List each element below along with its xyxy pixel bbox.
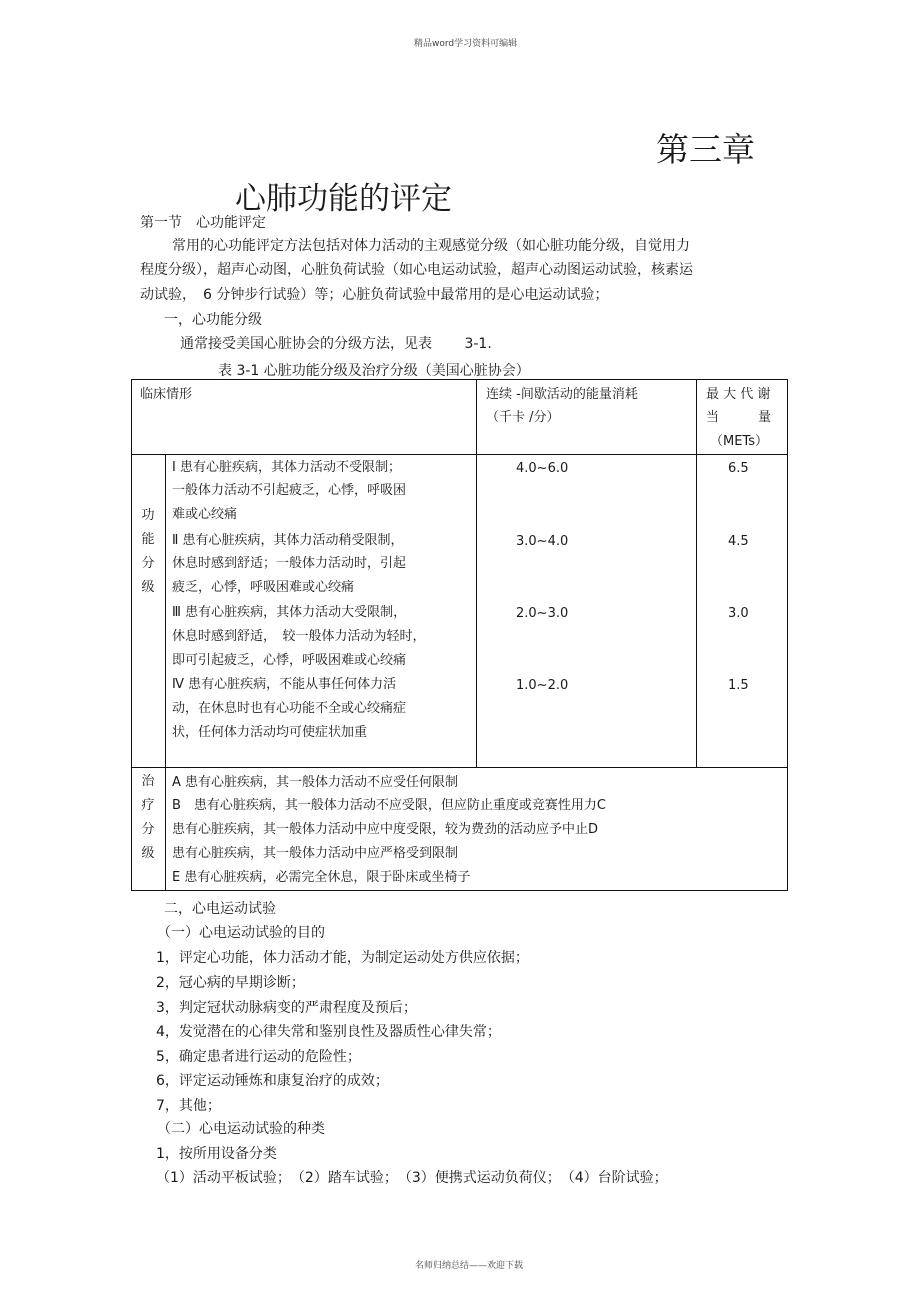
class-2-mets: 4.5	[728, 534, 749, 549]
intro-line-2: 程度分级），超声心动图，心脏负荷试验（如心电运动试验，超声心动图运动试验，核素运	[140, 262, 693, 278]
class-1-energy: 4.0~6.0	[516, 461, 569, 476]
class-1-line-1: Ⅰ 患有心脏疾病，其体力活动不受限制；	[172, 460, 401, 475]
treat-label-char: 疗	[141, 798, 155, 813]
class-3-line-1: Ⅲ 患有心脏疾病，其体力活动大受限制，	[172, 605, 407, 620]
treat-label-char: 分	[141, 822, 155, 837]
treatment-line-e: E 患有心脏疾病，必需完全休息，限于卧床或坐椅子	[172, 870, 471, 885]
types-subheading: 1，按所用设备分类	[156, 1146, 277, 1162]
page-header: 精品word学习资料可编辑	[414, 39, 518, 49]
class-2-energy: 3.0~4.0	[516, 534, 569, 549]
class-2-line-1: Ⅱ 患有心脏疾病，其体力活动稍受限制，	[172, 533, 404, 548]
col-header-energy-2: （千卡 /分）	[486, 410, 560, 425]
treatment-line-a: A 患有心脏疾病，其一般体力活动不应受任何限制	[172, 775, 459, 790]
purpose-item-5: 5，确定患者进行运动的危险性；	[156, 1049, 361, 1065]
class-4-line-3: 状，任何体力活动均可使症状加重	[172, 725, 368, 740]
col-header-energy-1: 连续 -间歇活动的能量消耗	[486, 387, 638, 402]
subsection-heading-1: 一，心功能分级	[164, 312, 262, 328]
treatment-line-d: 患有心脏疾病，其一般体力活动中应严格受到限制	[172, 846, 459, 861]
func-label-char: 能	[141, 532, 155, 547]
table-rule	[476, 380, 477, 767]
treatment-line-c: 患有心脏疾病，其一般体力活动中应中度受限，较为费劲的活动应予中止D	[172, 822, 599, 837]
treatment-line-b: B 患有心脏疾病，其一般体力活动不应受限，但应防止重度或竞赛性用力C	[172, 798, 606, 813]
class-1-mets: 6.5	[728, 461, 749, 476]
cardiac-function-table	[131, 379, 788, 891]
col-header-mets-1: 最 大 代 谢	[706, 387, 771, 402]
class-1-line-2: 一般体力活动不引起疲乏，心悸，呼吸困	[172, 483, 407, 498]
table-rule	[696, 380, 697, 767]
page-footer: 名师归纳总结——欢迎下载	[415, 1261, 524, 1271]
chapter-heading: 第三章	[656, 130, 755, 169]
col-header-clinical: 临床情形	[140, 387, 193, 402]
func-label-char: 功	[141, 508, 155, 523]
types-items: （1）活动平板试验； （2）踏车试验； （3）便携式运动负荷仪； （4）台阶试验；	[156, 1170, 668, 1186]
class-4-mets: 1.5	[728, 678, 749, 693]
purpose-heading: （一）心电运动试验的目的	[157, 925, 325, 941]
purpose-item-4: 4，发觉潜在的心律失常和鉴别良性及器质性心律失常；	[156, 1024, 501, 1040]
class-3-mets: 3.0	[728, 606, 749, 621]
purpose-item-1: 1，评定心功能，体力活动才能，为制定运动处方供应依据；	[156, 950, 529, 966]
col-header-mets-3: （METs）	[710, 434, 768, 449]
treat-label-char: 治	[141, 774, 155, 789]
purpose-item-7: 7，其他；	[156, 1098, 221, 1114]
subsection-1-text: 通常接受美国心脏协会的分级方法，见表 3-1.	[180, 336, 492, 352]
class-3-line-2: 休息时感到舒适， 较一般体力活动为轻时，	[172, 629, 426, 644]
class-3-line-3: 即可引起疲乏，心悸，呼吸困难或心绞痛	[172, 653, 407, 668]
treat-label-char: 级	[141, 846, 155, 861]
section-heading: 第一节 心功能评定	[140, 215, 266, 231]
purpose-item-6: 6，评定运动锤炼和康复治疗的成效；	[156, 1073, 389, 1089]
class-4-line-1: Ⅳ 患有心脏疾病，不能从事任何体力活	[172, 677, 397, 692]
class-1-line-3: 难或心绞痛	[172, 507, 238, 522]
table-rule	[132, 454, 787, 455]
class-4-energy: 1.0~2.0	[516, 678, 569, 693]
class-3-energy: 2.0~3.0	[516, 606, 569, 621]
table-rule	[132, 767, 787, 768]
table-caption: 表 3-1 心脏功能分级及治疗分级（美国心脏协会）	[218, 363, 530, 379]
page-title: 心肺功能的评定	[235, 181, 452, 217]
intro-line-1: 常用的心功能评定方法包括对体力活动的主观感觉分级（如心脏功能分级，自觉用力	[172, 238, 690, 254]
class-4-line-2: 动，在休息时也有心功能不全或心绞痛症	[172, 701, 407, 716]
purpose-item-2: 2，冠心病的早期诊断；	[156, 975, 305, 991]
purpose-item-3: 3，判定冠状动脉病变的严肃程度及预后；	[156, 1000, 417, 1016]
types-heading: （二）心电运动试验的种类	[157, 1121, 325, 1137]
intro-line-3: 动试验， 6 分钟步行试验）等；心脏负荷试验中最常用的是心电运动试验；	[140, 287, 609, 303]
func-label-char: 级	[141, 580, 155, 595]
subsection-heading-2: 二，心电运动试验	[164, 901, 276, 917]
table-rule	[165, 454, 166, 891]
class-2-line-3: 疲乏，心悸，呼吸困难或心绞痛	[172, 580, 355, 595]
func-label-char: 分	[141, 556, 155, 571]
class-2-line-2: 休息时感到舒适；一般体力活动时，引起	[172, 556, 407, 571]
col-header-mets-2: 当 量	[706, 410, 772, 425]
